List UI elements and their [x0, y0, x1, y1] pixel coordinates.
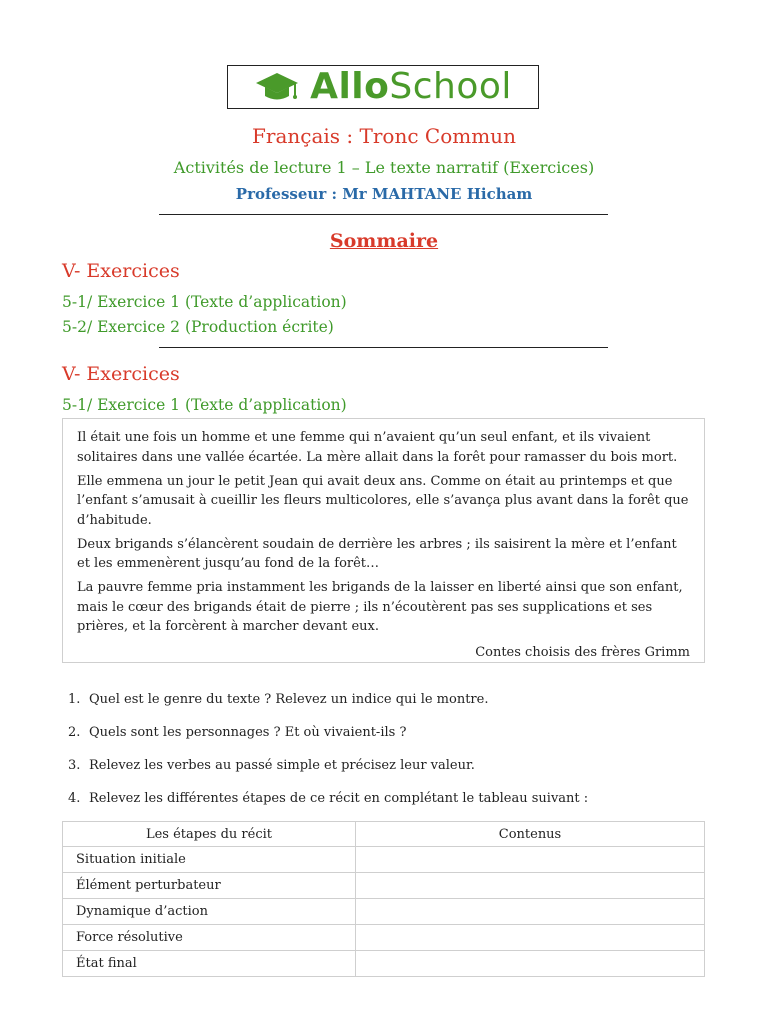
summary-item[interactable]: 5-2/ Exercice 2 (Production écrite) [62, 318, 334, 336]
text-paragraph: La pauvre femme pria instamment les brigands de la laisser en liberté ainsi que son enfant, mais le cœur des brigands était de pierre ; ils n’écoutèrent pas ses supplications et ses prières, et la forcèrent à marcher devant eux. [77, 580, 683, 634]
table-row [63, 925, 705, 951]
step-label: État final [63, 951, 356, 977]
divider [159, 347, 608, 348]
text-source: Contes choisis des frères Grimm [475, 644, 690, 660]
step-label: Situation initiale [63, 847, 356, 873]
text-paragraph: Elle emmena un jour le petit Jean qui avait deux ans. Comme on était au printemps et que l’enfant s’amusait à cueillir les fleurs multicolores, elle s’avança plus avant dans la forêt que d’habitude. [77, 473, 689, 528]
divider [159, 214, 608, 215]
summary-item[interactable]: 5-1/ Exercice 1 (Texte d’application) [62, 293, 347, 311]
question-item: 3. Relevez les verbes au passé simple et précisez leur valeur. [68, 758, 475, 773]
table-row [63, 847, 705, 873]
summary-section: V- Exercices [62, 260, 180, 282]
step-content-cell[interactable] [356, 847, 705, 873]
summary-heading: Sommaire [329, 230, 439, 252]
table-header: Contenus [356, 822, 705, 847]
table-row [63, 951, 705, 977]
table-header: Les étapes du récit [63, 822, 356, 847]
question-item: 1. Quel est le genre du texte ? Relevez un indice qui le montre. [68, 692, 489, 707]
document-title: Français : Tronc Commun [252, 124, 516, 148]
alloschool-logo [227, 65, 539, 109]
logo-wordmark: AlloSchool [310, 66, 512, 107]
question-item: 4. Relevez les différentes étapes de ce récit en complétant le tableau suivant : [68, 791, 589, 806]
section-heading: V- Exercices [62, 363, 180, 385]
table-header-row [63, 822, 705, 847]
table-row [63, 899, 705, 925]
text-paragraph: Deux brigands s’élancèrent soudain de derrière les arbres ; ils saisirent la mère et l’enfant et les emmenèrent jusqu’au fond de la forêt… [77, 536, 677, 571]
reading-text-box [62, 418, 705, 663]
step-content-cell[interactable] [356, 873, 705, 899]
subsection-heading: 5-1/ Exercice 1 (Texte d’application) [62, 396, 347, 414]
step-content-cell[interactable] [356, 951, 705, 977]
graduation-cap-icon [254, 70, 300, 104]
step-label: Dynamique d’action [63, 899, 356, 925]
step-label: Force résolutive [63, 925, 356, 951]
document-subtitle: Activités de lecture 1 – Le texte narratif (Exercices) [173, 158, 595, 177]
table-row [63, 873, 705, 899]
step-content-cell[interactable] [356, 899, 705, 925]
narrative-steps-table [62, 821, 705, 977]
question-item: 2. Quels sont les personnages ? Et où vivaient-ils ? [68, 725, 407, 740]
text-paragraph: Il était une fois un homme et une femme qui n’avaient qu’un seul enfant, et ils vivaient solitaires dans une vallée écartée. La mère allait dans la forêt pour ramasser du bois mort. [77, 430, 678, 465]
professor-line: Professeur : Mr MAHTANE Hicham [235, 185, 533, 203]
step-label: Élément perturbateur [63, 873, 356, 899]
step-content-cell[interactable] [356, 925, 705, 951]
